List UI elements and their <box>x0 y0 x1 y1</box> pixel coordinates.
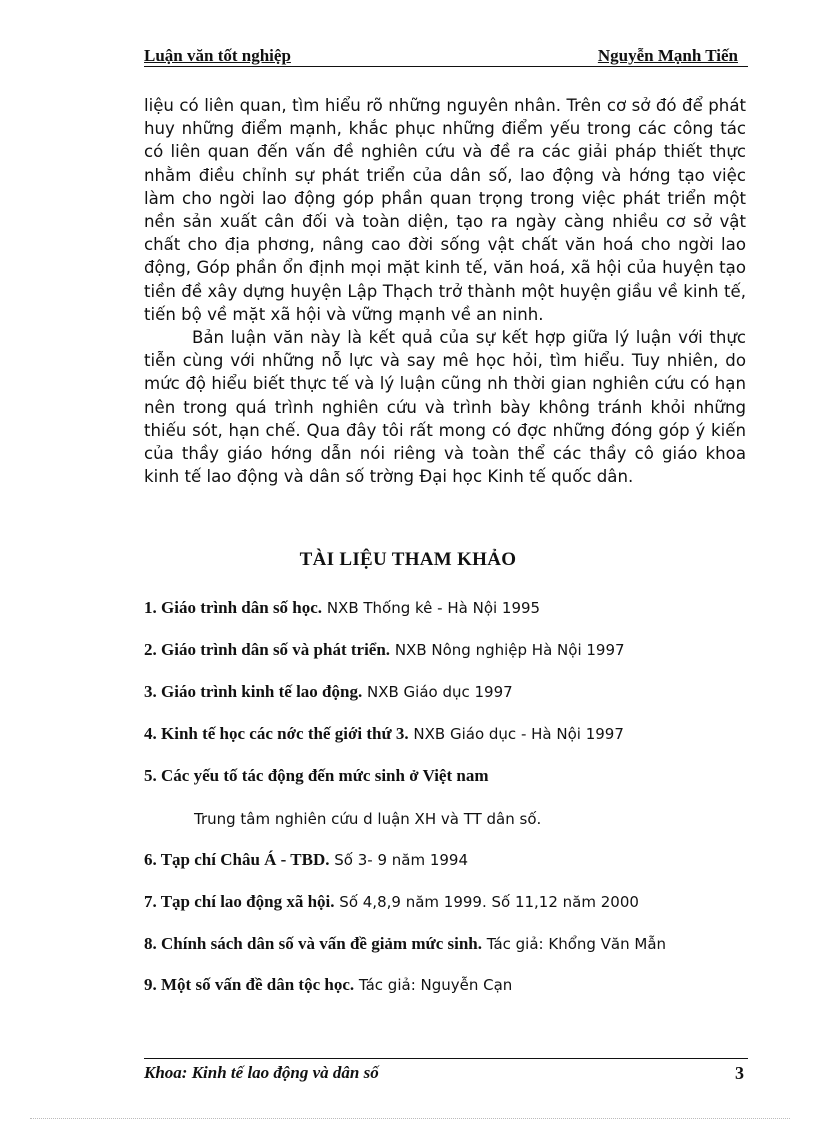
paragraph: Bản luận văn này là kết quả của sự kết hợp giữa lý luận với thực tiễn cùng với những nỗ lực và say mê học hỏi, tìm hiểu. Tuy nhiên, do mức độ hiểu biết thực tế và lý luận cũng nh thời gian nghiên cứu có hạn nên trong quá trình nghiên cứu và trình bày không tránh khỏi những thiếu sót, hạn chế. Qua đây tôi rất mong có đợc những đóng góp ý kiến của thầy giáo hớng dẫn nói riêng và toàn thể các thầy cô giáo khoa kinh tế lao động và dân số trờng Đại học Kinh tế quốc dân. <box>144 328 746 487</box>
page-header <box>144 44 748 67</box>
reference-item: 6. Tạp chí Châu Á - TBD. Số 3- 9 năm 1994 <box>144 850 469 869</box>
references-title: TÀI LIỆU THAM KHẢO <box>299 549 517 570</box>
reference-item: 5. Các yếu tố tác động đến mức sinh ở Việt nam <box>144 766 489 785</box>
reference-item: 2. Giáo trình dân số và phát triển. NXB Nông nghiệp Hà Nội 1997 <box>144 640 625 659</box>
body-text <box>144 94 746 488</box>
page-edge-divider <box>30 1118 790 1119</box>
reference-subline: Trung tâm nghiên cứu d luận XH và TT dân số. <box>194 810 542 828</box>
reference-item: 3. Giáo trình kinh tế lao động. NXB Giáo dục 1997 <box>144 682 513 701</box>
reference-item: 8. Chính sách dân số và vấn đề giảm mức sinh. Tác giả: Khổng Văn Mẫn <box>144 934 667 953</box>
paragraph: liệu có liên quan, tìm hiểu rõ những nguyên nhân. Trên cơ sở đó để phát huy những điểm mạnh, khắc phục những điểm yếu trong các công tác có liên quan đến vấn đề nghiên cứu và đề ra các giải pháp thiết thực nhằm điều chỉnh sự phát triển của dân số, lao động và hớng tạo việc làm cho ngời lao động góp phần quan trọng trong việc phát triển một nền sản xuất cân đối và toàn diện, tạo ra ngày càng nhiều cơ sở vật chất cho địa phơng, nâng cao đời sống vật chất văn hoá cho ngời lao động, Góp phần ổn định mọi mặt kinh tế, văn hoá, xã hội của huyện tạo tiền đề xây dựng huyện Lập Thạch trở thành một huyện giầu về kinh tế, tiến bộ về mặt xã hội và vững mạnh về an ninh. <box>144 96 746 324</box>
reference-item: 1. Giáo trình dân số học. NXB Thống kê - Hà Nội 1995 <box>144 598 541 617</box>
header-author: Nguyễn Mạnh Tiến <box>597 46 738 65</box>
header-title: Luận văn tốt nghiệp <box>144 46 291 65</box>
page-footer <box>144 1058 748 1085</box>
reference-item: 7. Tạp chí lao động xã hội. Số 4,8,9 năm 1999. Số 11,12 năm 2000 <box>144 892 639 911</box>
page-number: 3 <box>735 1063 744 1083</box>
footer-faculty: Khoa: Kinh tế lao động và dân số <box>144 1063 379 1082</box>
reference-item: 9. Một số vấn đề dân tộc học. Tác giả: Nguyễn Cạn <box>144 975 513 994</box>
reference-item: 4. Kinh tế học các nớc thế giới thứ 3. NXB Giáo dục - Hà Nội 1997 <box>144 724 624 743</box>
